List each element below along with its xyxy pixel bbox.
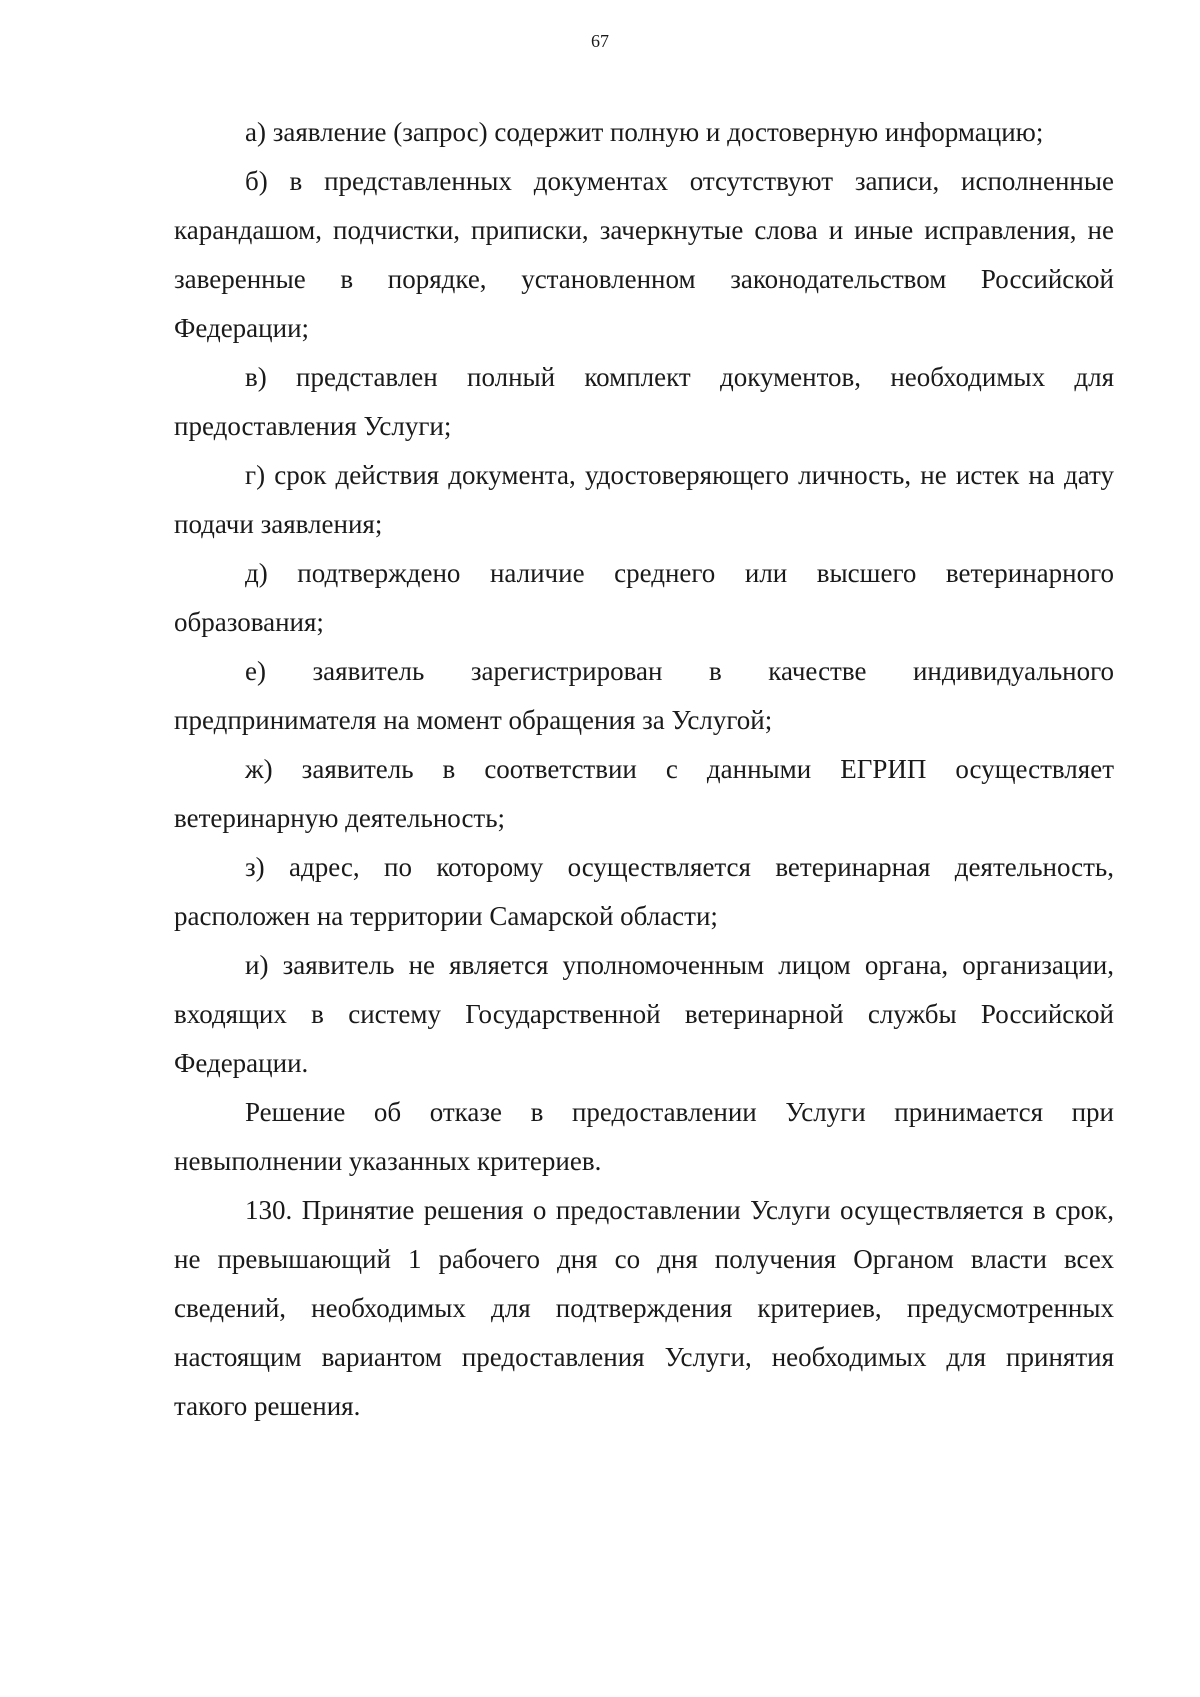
paragraph-zh: ж) заявитель в соответствии с данными ЕГРИП осуществляет ветеринарную деятельность;	[174, 754, 1114, 833]
paragraph-i: и) заявитель не является уполномоченным лицом органа, организации, входящих в систему Государственной ветеринарной службы Российской Федерации.	[174, 950, 1114, 1078]
paragraph-refusal: Решение об отказе в предоставлении Услуги принимается при невыполнении указанных критериев.	[174, 1097, 1114, 1176]
paragraph-v: в) представлен полный комплект документов, необходимых для предоставления Услуги;	[174, 362, 1114, 441]
paragraph-b: б) в представленных документах отсутствуют записи, исполненные карандашом, подчистки, приписки, зачеркнутые слова и иные исправления, не заверенные в порядке, установленном законодательством Российской Федерации;	[174, 166, 1114, 343]
paragraph-a: а) заявление (запрос) содержит полную и достоверную информацию;	[245, 117, 1044, 147]
paragraph-z: з) адрес, по которому осуществляется ветеринарная деятельность, расположен на территории Самарской области;	[174, 852, 1114, 931]
paragraph-130: 130. Принятие решения о предоставлении Услуги осуществляется в срок, не превышающий 1 рабочего дня со дня получения Органом власти всех сведений, необходимых для подтверждения критериев, предусмотренных настоящим вариантом предоставления Услуги, необходимых для принятия такого решения.	[174, 1195, 1114, 1421]
document-body	[174, 108, 1114, 1431]
page-number: 67	[591, 31, 609, 51]
paragraph-g: г) срок действия документа, удостоверяющего личность, не истек на дату подачи заявления;	[174, 460, 1114, 539]
paragraph-d: д) подтверждено наличие среднего или высшего ветеринарного образования;	[174, 558, 1114, 637]
paragraph-e: е) заявитель зарегистрирован в качестве индивидуального предпринимателя на момент обращения за Услугой;	[174, 656, 1114, 735]
